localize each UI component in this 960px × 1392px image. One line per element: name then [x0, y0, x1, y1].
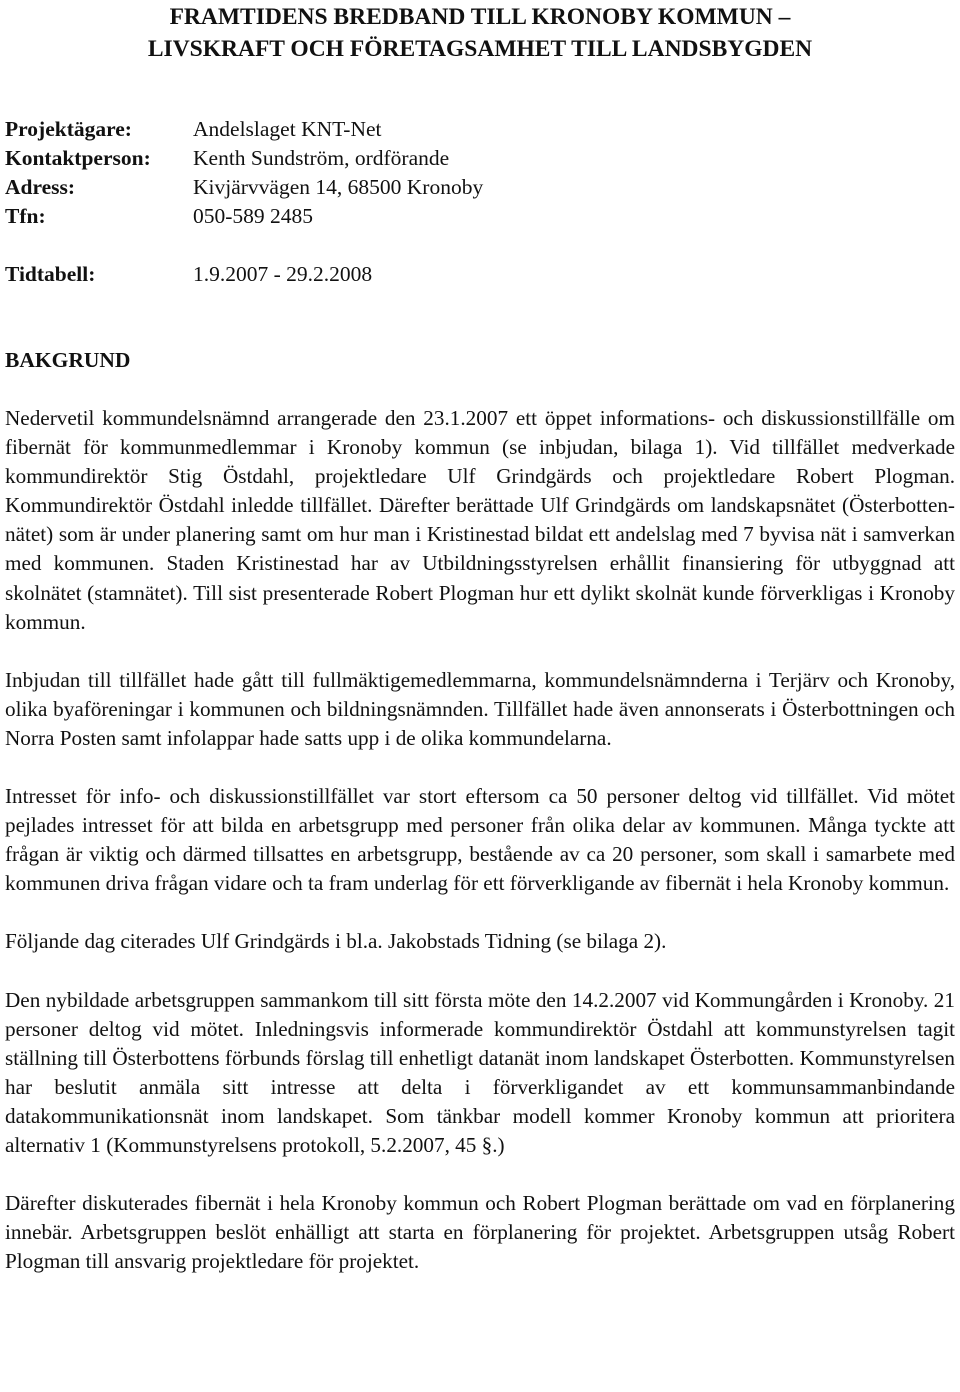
paragraph: Nedervetil kommundelsnämnd arrangerade den 23.1.2007 ett öppet informations- och diskussionstillfälle om fibernät för kommunmedlemmar i Kronoby kommun (se inbjudan, bilaga 1). Vid tillfället medverkade kommundirektör Stig Östdahl, projektledare Ulf Grindgärds och projektledare Robert Plogman. Kommundirektör Östdahl inledde tillfället. Därefter berättade Ulf Grindgärds om landskapsnätet (Österbotten-nätet) som är under planering samt om hur man i Kristinestad bildat ett andelslag med 7 byvisa nät i samverkan med kommunen. Staden Kristinestad har av Utbildningsstyrelsen erhållit finansiering för utbyggnad att skolnätet (stamnätet). Till sist presenterade Robert Plogman hur ett dylikt skolnät kunde förverkligas i Kronoby kommun.	[5, 406, 955, 634]
info-label: Tfn:	[5, 204, 46, 228]
paragraph: Inbjudan till tillfället hade gått till fullmäktigemedlemmarna, kommundelsnämnderna i Terjärv och Kronoby, olika byaföreningar i kommunen och bildningsnämnden. Tillfället hade även annonserats i Österbottningen och Norra Posten samt infolappar hade satts upp i de olika kommundelarna.	[5, 667, 955, 750]
info-row-owner	[5, 115, 955, 144]
body-text	[5, 404, 955, 1276]
paragraph: Intresset för info- och diskussionstillfället var stort eftersom ca 50 personer deltog vid tillfället. Vid mötet pejlades intresset för att bilda en arbetsgrupp med personer från olika delar av kommunen. Många tyckte att frågan är viktig och därmed tillsattes en arbetsgrupp, bestående av ca 20 personer, som skall i samarbete med kommunen driva frågan vidare och ta fram underlag för ett förverkligande av fibernät i hela Kronoby kommun.	[5, 784, 955, 896]
info-row-address	[5, 173, 955, 202]
info-label: Adress:	[5, 175, 76, 199]
info-row-contact	[5, 144, 955, 173]
info-label: Projektägare:	[5, 117, 132, 141]
paragraph: Den nybildade arbetsgruppen sammankom till sitt första möte den 14.2.2007 vid Kommungården i Kronoby. 21 personer deltog vid mötet. Inledningsvis informerade kommundirektör Östdahl att kommunstyrelsen tagit ställning till Österbottens förbunds förslag till enhetligt datanät inom landskapet Österbotten. Kommunstyrelsen har beslutit anmäla sitt intresse att delta i förverkligandet av ett kommunsammanbindande datakommunikationsnät inom landskapet. Som tänkbar modell kommer Kronoby kommun att prioritera alternativ 1 (Kommunstyrelsens protokoll, 5.2.2007, 45 §.)	[5, 987, 955, 1157]
document-title	[5, 0, 955, 65]
info-label: Kontaktperson:	[5, 146, 151, 170]
project-info	[5, 115, 955, 289]
info-value: Kenth Sundström, ordförande	[193, 146, 450, 170]
info-value: 1.9.2007 - 29.2.2008	[193, 262, 373, 286]
info-row-phone	[5, 202, 955, 231]
paragraph: Därefter diskuterades fibernät i hela Kronoby kommun och Robert Plogman berättade om vad en förplanering innebär. Arbetsgruppen beslöt enhälligt att starta en förplanering för projektet. Arbetsgruppen utsåg Robert Plogman till ansvarig projektledare för projektet.	[5, 1191, 955, 1274]
title-line-1: FRAMTIDENS BREDBAND TILL KRONOBY KOMMUN –	[169, 4, 791, 30]
info-value: 050-589 2485	[193, 204, 314, 228]
paragraph: Följande dag citerades Ulf Grindgärds i bl.a. Jakobstads Tidning (se bilaga 2).	[5, 929, 667, 954]
document-page	[5, 0, 955, 1276]
info-value: Kivjärvvägen 14, 68500 Kronoby	[193, 175, 484, 199]
info-value: Andelslaget KNT-Net	[193, 117, 382, 141]
info-row-timetable	[5, 260, 955, 289]
section-heading: BAKGRUND	[5, 348, 131, 372]
info-label: Tidtabell:	[5, 262, 96, 286]
title-line-2: LIVSKRAFT OCH FÖRETAGSAMHET TILL LANDSBYGDEN	[147, 36, 813, 62]
